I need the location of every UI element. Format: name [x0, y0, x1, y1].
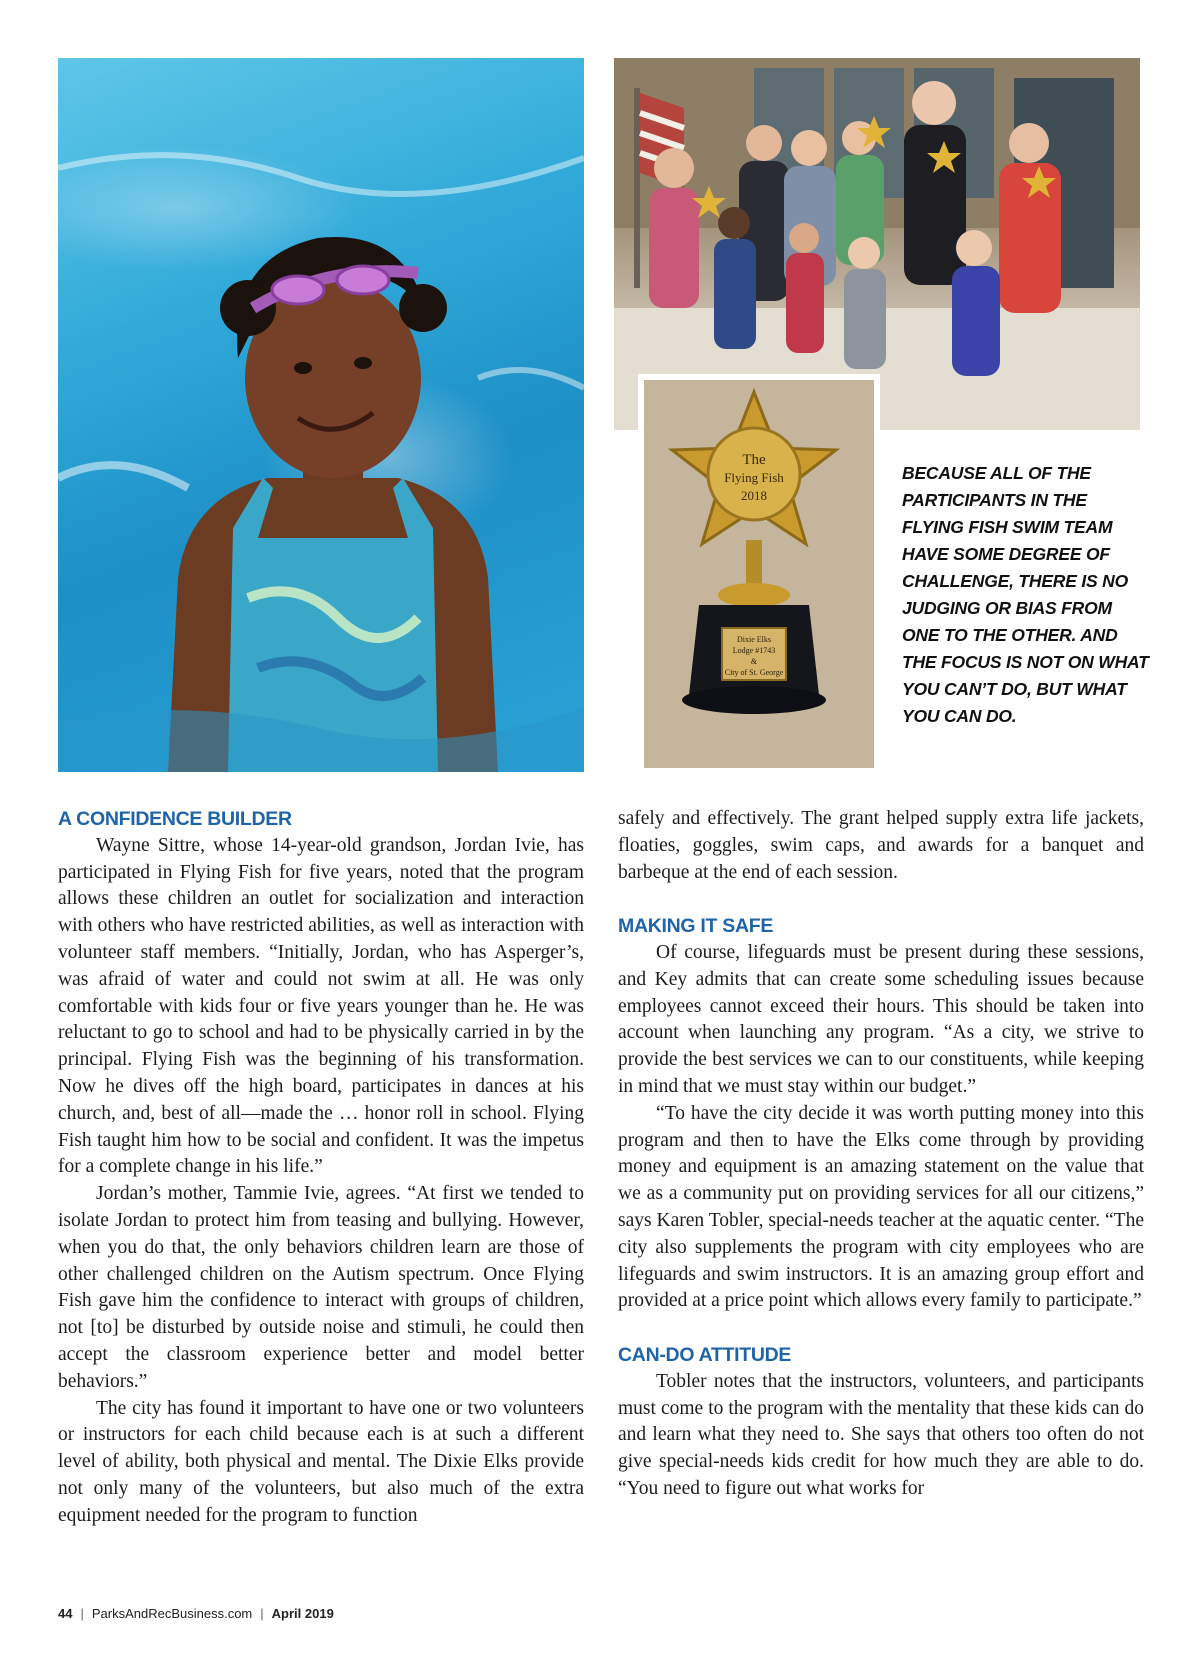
page-number: 44 [58, 1606, 73, 1621]
body-paragraph: Jordan’s mother, Tammie Ivie, agrees. “At first we tended to isolate Jordan to protect him from teasing and bullying. However, when you do that, the only behaviors children learn are those of other challenged children on the Autism spectrum. Once Flying Fish gave him the confidence to interact with groups of children, not [to] be disturbed by outside noise and stimuli, he could then accept the classroom experience better and model better behaviors.” [58, 1183, 584, 1392]
section-heading-confidence-builder: A CONFIDENCE BUILDER [58, 808, 292, 830]
body-paragraph: The city has found it important to have one or two volunteers or instructors for each child because each is at such a different level of ability, both physical and mental. The Dixie Elks provide not only many of the volunteers, but also much of the extra equipment needed for the program to function [58, 1397, 584, 1526]
trophy-plate-line3: 2018 [741, 488, 767, 503]
trophy-photo [638, 374, 880, 774]
trophy-illustration [644, 380, 874, 768]
svg-text:&: & [750, 657, 758, 666]
body-paragraph-continuation: safely and effectively. The grant helped supply extra life jackets, floaties, goggles, swim caps, and awards for a banquet and barbeque at the end of each session. [618, 808, 1144, 883]
footer-separator: | [80, 1606, 84, 1621]
body-paragraph: Tobler notes that the instructors, volunteers, and participants must come to the program with the mentality that these kids can do and learn what they need to. She says that others too often do not give special-needs kids credit for how much they are able to do. “You need to figure out what works for [618, 1370, 1144, 1499]
swimmer-illustration [58, 58, 584, 772]
swimmer-photo [58, 58, 584, 772]
svg-text:Lodge #1743: Lodge #1743 [732, 646, 776, 655]
body-paragraph: Of course, lifeguards must be present during these sessions, and Key admits that can create some scheduling issues because employees cannot exceed their hours. This should be taken into account when launching any program. “As a city, we strive to provide the best services we can to our constituents, while keeping in mind that we must stay within our budget.” [618, 941, 1144, 1097]
right-column [618, 806, 1144, 1503]
footer-website: ParksAndRecBusiness.com [91, 1606, 253, 1621]
left-column [58, 806, 584, 1530]
body-paragraph: Wayne Sittre, whose 14-year-old grandson, Jordan Ivie, has participated in Flying Fish for five years, noted that the program allows these children an outlet for socialization and interaction with others who have restricted abilities, as well as interaction with volunteer staff members. “Initially, Jordan, who has Asperger’s, was afraid of water and could not swim at all. He was only comfortable with kids four or five years younger than he. He was reluctant to go to school and had to be physically carried in by the principal. Flying Fish was the beginning of his transformation. Now he dives off the high board, participates in dances at his church, and, best of all—made the … honor roll in school. Flying Fish taught him how to be social and confident. It was the impetus for a complete change in his life.” [58, 834, 584, 1178]
footer-separator: | [260, 1606, 264, 1621]
body-paragraph: “To have the city decide it was worth putting money into this program and then to have the Elks come through by providing money and equipment is an amazing statement on the value that we as a community put on providing services for all our citizens,” says Karen Tobler, special-needs teacher at the aquatic center. “The city also supplements the program with city employees who are lifeguards and swim instructors. It is an amazing group effort and provided at a price point which allows every family to participate.” [618, 1102, 1144, 1312]
page-footer [58, 1606, 334, 1621]
section-heading-making-it-safe: MAKING IT SAFE [618, 915, 774, 938]
section-gap [618, 886, 1144, 913]
trophy-plate-line1: The [742, 452, 766, 468]
svg-text:City of St. George: City of St. George [724, 668, 784, 677]
section-gap [618, 1315, 1144, 1342]
section-heading-can-do-attitude: CAN-DO ATTITUDE [618, 1343, 792, 1366]
svg-text:Dixie Elks: Dixie Elks [737, 635, 771, 644]
trophy-plate-line2: Flying Fish [724, 470, 784, 485]
photo-caption: BECAUSE ALL OF THE PARTICIPANTS IN THE FLYING FISH SWIM TEAM HAVE SOME DEGREE OF CHALLENGE, THERE IS NO JUDGING OR BIAS FROM ONE TO THE OTHER. AND THE FOCUS IS NOT ON WHAT YOU CAN’T DO, BUT WHAT YOU CAN DO. [902, 463, 1149, 726]
footer-issue-date: April 2019 [271, 1606, 334, 1621]
